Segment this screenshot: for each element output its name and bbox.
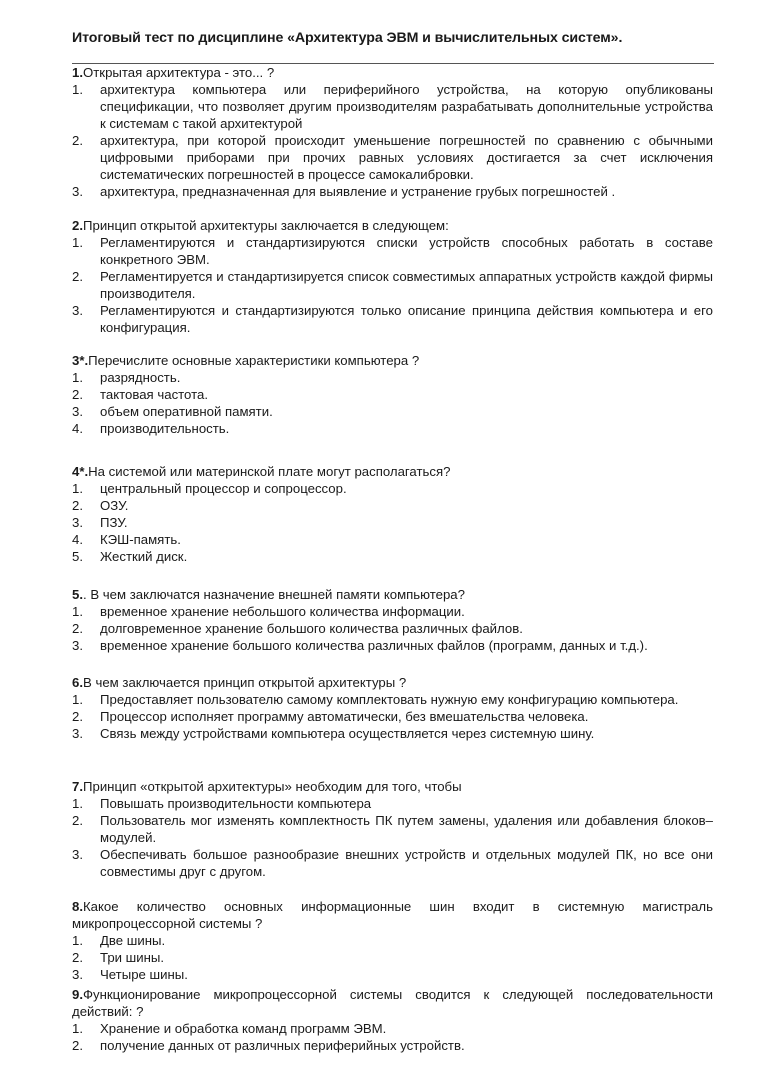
option-text: Жесткий диск.	[100, 549, 188, 564]
answer-option	[72, 81, 713, 132]
option-text: ОЗУ.	[100, 498, 129, 513]
question-label: Перечислите основные характеристики компьютера ?	[88, 353, 420, 368]
question-3	[72, 352, 713, 437]
question-label: В чем заключается принцип открытой архитектуры ?	[83, 675, 407, 690]
question-label: . В чем заключатся назначение внешней памяти компьютера?	[83, 587, 465, 602]
answer-option	[72, 1037, 713, 1054]
option-number: 3.	[72, 967, 83, 982]
option-number: 3.	[72, 303, 83, 318]
option-text: временное хранение большого количества различных файлов (программ, данных и т.д.).	[100, 638, 648, 653]
question-number: 3*.	[72, 353, 89, 368]
option-number: 2.	[72, 498, 83, 513]
option-text: получение данных от различных периферийных устройств.	[100, 1038, 465, 1053]
answer-option	[72, 497, 713, 514]
option-number: 2.	[72, 813, 83, 828]
question-label: На системой или материнской плате могут располагаться?	[88, 464, 451, 479]
question-number: 7.	[72, 779, 83, 794]
answer-option	[72, 234, 713, 268]
option-number: 2.	[72, 950, 83, 965]
question-8	[72, 898, 713, 983]
option-text: временное хранение небольшого количества информации.	[100, 604, 465, 619]
answer-option	[72, 386, 713, 403]
option-number: 3.	[72, 847, 83, 862]
option-number: 1.	[72, 692, 83, 707]
option-number: 2.	[72, 387, 83, 402]
answer-option	[72, 302, 713, 336]
option-text: ПЗУ.	[100, 515, 128, 530]
option-number: 1.	[72, 604, 83, 619]
option-text: Процессор исполняет программу автоматически, без вмешательства человека.	[100, 709, 589, 724]
option-number: 1.	[72, 933, 83, 948]
option-text: Повышать производительности компьютера	[100, 796, 372, 811]
question-number: 1.	[72, 65, 83, 80]
question-text	[72, 898, 713, 932]
option-text: разрядность.	[100, 370, 181, 385]
option-number: 1.	[72, 82, 83, 97]
answer-option	[72, 369, 713, 386]
option-number: 2.	[72, 621, 83, 636]
question-7	[72, 778, 713, 880]
answer-option	[72, 795, 713, 812]
question-number: 2.	[72, 218, 83, 233]
question-6	[72, 674, 713, 742]
question-text	[72, 986, 713, 1020]
question-label: Какое количество основных информационные шин входит в системную магистраль микропроцессорной системы ?	[72, 899, 713, 931]
answer-option	[72, 420, 713, 437]
question-text	[72, 463, 713, 480]
option-number: 3.	[72, 515, 83, 530]
option-text: Хранение и обработка команд программ ЭВМ.	[100, 1021, 387, 1036]
answer-option	[72, 620, 713, 637]
answer-option	[72, 846, 713, 880]
option-number: 2.	[72, 133, 83, 148]
option-text: производительность.	[100, 421, 230, 436]
option-number: 1.	[72, 370, 83, 385]
option-text: Регламентируется и стандартизируется список совместимых аппаратных устройств каждой фирмы производителя.	[100, 269, 713, 301]
answer-option	[72, 531, 713, 548]
answer-option	[72, 637, 713, 654]
question-number: 6.	[72, 675, 83, 690]
option-number: 3.	[72, 726, 83, 741]
option-number: 1.	[72, 235, 83, 250]
question-4	[72, 463, 713, 565]
question-2	[72, 217, 713, 336]
option-text: Пользователь мог изменять комплектность ПК путем замены, удаления или добавления блоков–модулей.	[100, 813, 713, 845]
option-text: центральный процессор и сопроцессор.	[100, 481, 347, 496]
answer-option	[72, 966, 713, 983]
question-9	[72, 986, 713, 1054]
option-text: Предоставляет пользователю самому комплектовать нужную ему конфигурацию компьютера.	[100, 692, 679, 707]
question-number: 8.	[72, 899, 83, 914]
option-text: Четыре шины.	[100, 967, 188, 982]
question-number: 5.	[72, 587, 83, 602]
question-label: Функционирование микропроцессорной системы сводится к следующей последовательности действий: ?	[72, 987, 713, 1019]
answer-option	[72, 691, 713, 708]
option-number: 3.	[72, 638, 83, 653]
answer-option	[72, 708, 713, 725]
option-text: Регламентируются и стандартизируются только описание принципа действия компьютера и его конфигурация.	[100, 303, 713, 335]
option-text: архитектура, при которой происходит уменьшение погрешностей по сравнению с обычными цифровыми приборами при прочих равных условиях достигается за счет исключения систематических погрешностей в процессе самокалибровки.	[100, 133, 713, 182]
option-text: Регламентируются и стандартизируются списки устройств способных работать в составе конкретного ЭВМ.	[100, 235, 713, 267]
option-number: 2.	[72, 1038, 83, 1053]
answer-option	[72, 548, 713, 565]
question-label: Открытая архитектура - это... ?	[83, 65, 275, 80]
answer-option	[72, 132, 713, 183]
option-number: 2.	[72, 709, 83, 724]
option-text: Связь между устройствами компьютера осуществляется через системную шину.	[100, 726, 595, 741]
option-text: КЭШ-память.	[100, 532, 181, 547]
option-number: 1.	[72, 481, 83, 496]
question-label: Принцип открытой архитектуры заключается в следующем:	[83, 218, 449, 233]
answer-option	[72, 725, 713, 742]
option-text: Две шины.	[100, 933, 166, 948]
question-number: 4*.	[72, 464, 89, 479]
option-text: Три шины.	[100, 950, 165, 965]
answer-option	[72, 949, 713, 966]
answer-option	[72, 480, 713, 497]
answer-option	[72, 268, 713, 302]
option-number: 1.	[72, 796, 83, 811]
option-number: 2.	[72, 269, 83, 284]
option-text: архитектура, предназначенная для выявление и устранение грубых погрешностей .	[100, 184, 616, 199]
option-text: долговременное хранение большого количества различных файлов.	[100, 621, 523, 636]
option-number: 3.	[72, 404, 83, 419]
question-1	[72, 64, 713, 200]
question-5	[72, 586, 713, 654]
answer-option	[72, 603, 713, 620]
question-text	[72, 217, 713, 234]
question-text	[72, 778, 713, 795]
question-text	[72, 674, 713, 691]
answer-option	[72, 1020, 713, 1037]
document-title: Итоговый тест по дисциплине «Архитектура ЭВМ и вычислительных систем».	[72, 30, 623, 46]
answer-option	[72, 403, 713, 420]
answer-option	[72, 932, 713, 949]
question-number: 9.	[72, 987, 83, 1002]
option-number: 5.	[72, 549, 83, 564]
option-text: архитектура компьютера или периферийного устройства, на которую опубликованы спецификации, что позволяет другим производителям разрабатывать дополнительные устройства к системам с такой архитектурой	[100, 82, 713, 131]
option-text: объем оперативной памяти.	[100, 404, 273, 419]
option-text: Обеспечивать большое разнообразие внешних устройств и отдельных модулей ПК, но все они совместимы друг с другом.	[100, 847, 713, 879]
option-number: 3.	[72, 184, 83, 199]
answer-option	[72, 183, 713, 200]
question-text	[72, 64, 713, 81]
answer-option	[72, 812, 713, 846]
answer-option	[72, 514, 713, 531]
option-text: тактовая частота.	[100, 387, 208, 402]
option-number: 1.	[72, 1021, 83, 1036]
question-label: Принцип «открытой архитектуры» необходим для того, чтобы	[83, 779, 462, 794]
question-text	[72, 586, 713, 603]
option-number: 4.	[72, 532, 83, 547]
question-text	[72, 352, 713, 369]
option-number: 4.	[72, 421, 83, 436]
